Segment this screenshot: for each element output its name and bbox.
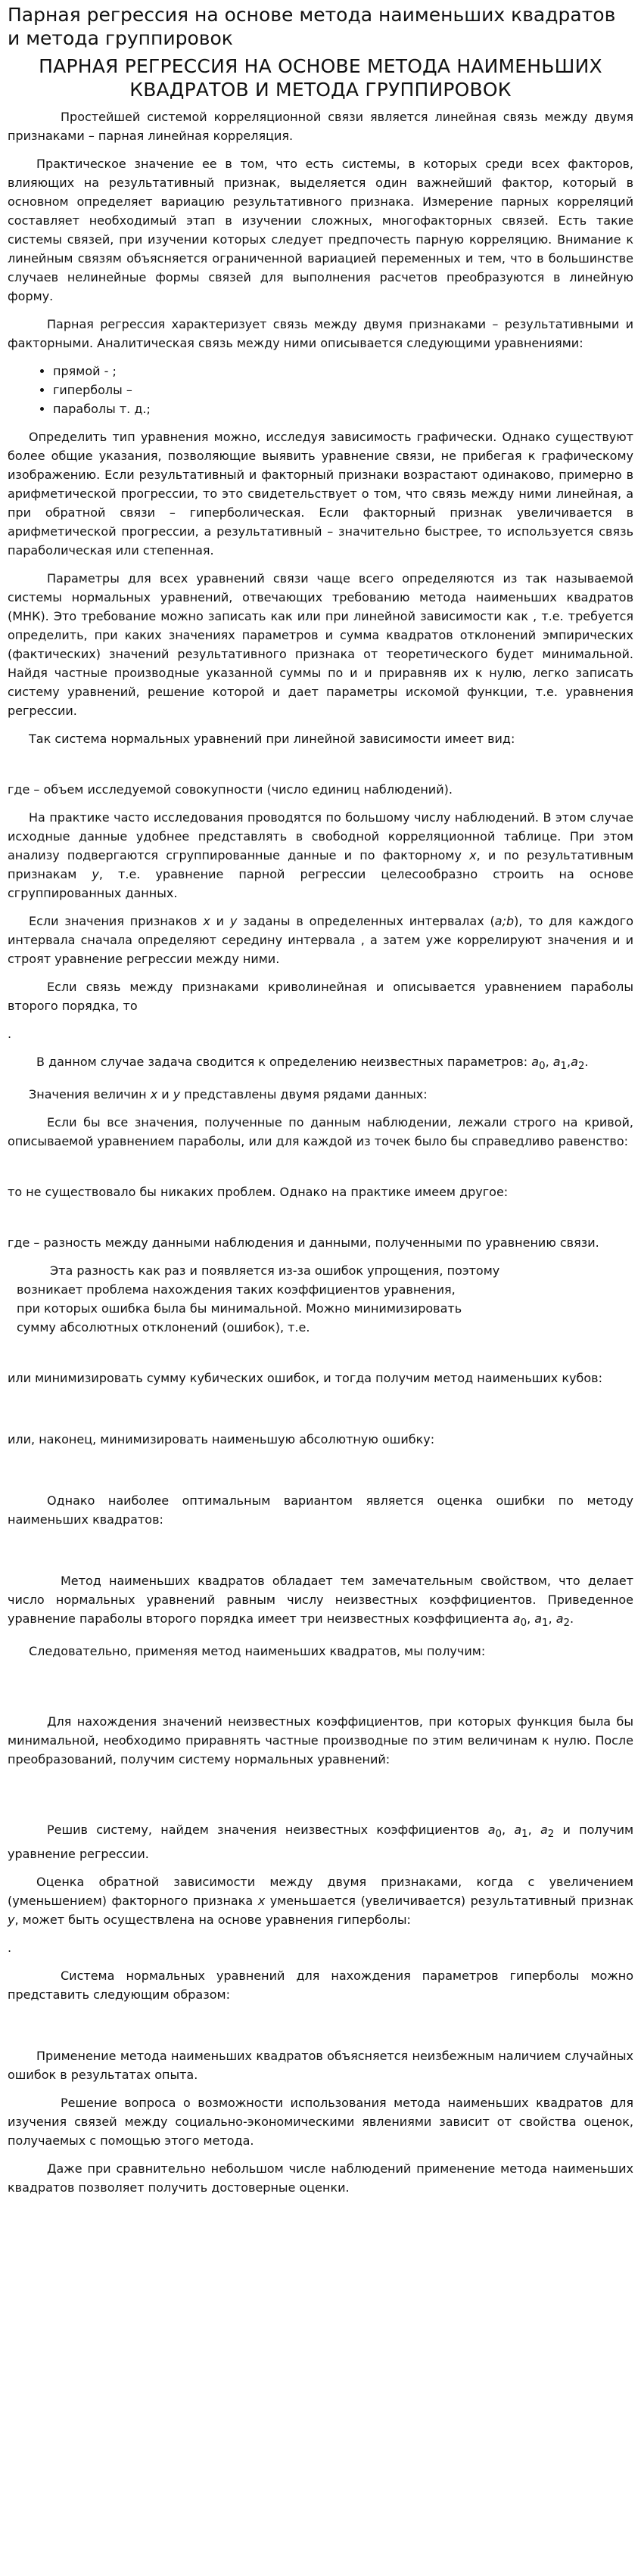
text-span: В данном случае задача сводится к определению неизвестных параметров:: [36, 1055, 532, 1069]
list-item: • параболы т. д.;: [53, 399, 633, 418]
paragraph-paired-regression: Парная регрессия характеризует связь между двумя признаками – результативными и факторными. Аналитическая связь между ними описывается следующими уравнениями:: [8, 317, 633, 350]
var-y: y: [173, 1087, 181, 1102]
var-x: x: [203, 914, 210, 928]
var-y: y: [8, 1912, 15, 1927]
text-span: На практике часто исследования проводятся по большому числу наблюдений. В этом случае исходные данные удобнее представлять в свободной корреляционной таблице. При этом анализу подвергаются сгруппированные данные и по факторному: [8, 810, 633, 862]
text-span: , может быть осуществлена на основе уравнения гиперболы:: [14, 1912, 411, 1927]
var-a: a: [512, 1611, 521, 1627]
paragraph-hyperbola: [8, 1872, 633, 1929]
paragraph-solve-system: [8, 1820, 633, 1863]
subscript: 2: [563, 1617, 570, 1630]
var-a: a: [555, 1611, 564, 1627]
subscript: 1: [542, 1617, 549, 1630]
page-title: Парная регрессия на основе метода наименьших квадратов и метода группировок: [8, 4, 616, 49]
var-x: x: [257, 1893, 266, 1908]
var-a: a: [531, 1055, 540, 1069]
paragraph-grouped-data: [8, 808, 633, 903]
var-x: x: [469, 848, 477, 862]
text-span: .: [584, 1055, 589, 1069]
paragraph-minimization: [17, 1261, 633, 1337]
formula-dot: .: [8, 1027, 12, 1041]
subscript: 2: [577, 1061, 585, 1073]
text-span: и: [210, 914, 230, 928]
text-span: .: [570, 1611, 574, 1627]
paragraph-absolute: или, наконец, минимизировать наименьшую абсолютную ошибку:: [8, 1432, 435, 1447]
text-span: , т.е. уравнение парной регрессии целесообразно строить на основе сгруппированных данных.: [8, 867, 633, 900]
paragraph-difference: где – разность между данными наблюдения и данными, полученными по уравнению связи.: [8, 1235, 599, 1251]
text-span: Значения величин: [29, 1087, 151, 1102]
text-span: ,: [548, 1611, 556, 1627]
text-span: ), то для каждого интервала сначала определяют середину интервала , а затем уже коррелируют значения и и строят уравнение регрессии между ними.: [8, 914, 634, 966]
text-span: ,: [502, 1822, 515, 1838]
paragraph-normal-equations: Так система нормальных уравнений при линейной зависимости имеет вид:: [29, 732, 515, 746]
document-page: [0, 3, 641, 2197]
var-a: a: [534, 1611, 543, 1627]
text-span: , и по результативным признакам: [8, 848, 634, 881]
paragraph-in-practice: то не существовало бы никаких проблем. Однако на практике имеем другое:: [8, 1185, 509, 1200]
formula-placeholder: [8, 1160, 633, 1182]
text-span: и получим уравнение регрессии.: [8, 1822, 634, 1861]
formula-placeholder: [8, 1778, 633, 1820]
text-span: Решив систему, найдем значения неизвестных коэффициентов: [47, 1822, 488, 1838]
interval-ab: a;b: [494, 914, 515, 928]
subscript: 1: [560, 1061, 568, 1073]
formula-placeholder: [8, 1538, 633, 1571]
var-a: a: [571, 1055, 578, 1069]
subscript: 2: [547, 1829, 555, 1841]
paragraph-least-squares-estimate: Однако наиболее оптимальным вариантом является оценка ошибки по методу наименьших квадратов:: [8, 1493, 633, 1527]
var-y: y: [229, 914, 238, 928]
paragraph-reliable-estimates: Даже при сравнительно небольшом числе наблюдений применение метода наименьших квадратов позволяет получить достоверные оценки.: [8, 2161, 633, 2195]
paragraph-exact-fit: Если бы все значения, полученные по данным наблюдении, лежали строго на кривой, описываемой уравнением параболы, или для каждой из точек было бы справедливо равенство:: [8, 1115, 633, 1149]
text-span: уменьшается (увеличивается) результативный признак: [265, 1893, 634, 1908]
var-a: a: [487, 1822, 496, 1838]
text-span: Если значения признаков: [29, 914, 204, 928]
text-span: и: [157, 1087, 173, 1102]
main-heading: ПАРНАЯ РЕГРЕССИЯ НА ОСНОВЕ МЕТОДА НАИМЕНЬШИХ КВАДРАТОВ И МЕТОДА ГРУППИРОВОК: [39, 55, 602, 101]
list-item: • гиперболы –: [53, 381, 633, 399]
paragraph-random-errors: Применение метода наименьших квадратов объясняется неизбежным наличием случайных ошибок в результатах опыта.: [8, 2048, 633, 2082]
paragraph-intervals: [8, 912, 633, 968]
text-line: Эта разность как раз и появляется из-за ошибок упрощения, поэтому: [50, 1263, 500, 1279]
text-span: ,: [527, 1611, 535, 1627]
formula-placeholder: [8, 1670, 633, 1712]
text-span: представлены двумя рядами данных:: [180, 1087, 428, 1102]
paragraph-parabola: Если связь между признаками криволинейная и описывается уравнением параболы второго порядка, то: [8, 980, 633, 1013]
formula-dot: .: [8, 1940, 12, 1955]
formula-placeholder: [8, 1458, 633, 1491]
text-span: Метод наименьших квадратов обладает тем замечательным свойством, что делает число нормальных уравнений равным числу неизвестных коэффициентов. Приведенное уравнение параболы второго порядка имеет три неизвестных коэффициента: [8, 1574, 633, 1627]
var-y: y: [92, 867, 99, 881]
paragraph-unknown-params: [8, 1052, 633, 1076]
subscript: 0: [539, 1061, 546, 1073]
text-line: при которых ошибка была бы минимальной. Можно минимизировать: [17, 1301, 462, 1316]
paragraph-hyperbola-system: Система нормальных уравнений для нахождения параметров гиперболы можно представить следующим образом:: [8, 1968, 633, 2002]
equation-list: [53, 362, 633, 418]
paragraph-equation-type: Определить тип уравнения можно, исследуя зависимость графически. Однако существуют более общие указания, позволяющие выявить уравнение связи, не прибегая к графическому изображению. Если результативный и факторный признаки возрастают одинаково, примерно в арифметической прогрессии, то это свидетельствует о том, что связь между ними линейная, а при обратной связи – гиперболическая. Если факторный признак увеличивается в арифметической прогрессии, а результативный – значительно быстрее, то используется связь параболическая или степенная.: [8, 430, 633, 558]
subscript: 0: [495, 1829, 502, 1841]
paragraph-population-size: где – объем исследуемой совокупности (число единиц наблюдений).: [8, 782, 453, 797]
subscript: 1: [521, 1829, 528, 1841]
formula-placeholder: [8, 757, 633, 780]
text-span: ,: [567, 1055, 571, 1069]
text-span: ,: [527, 1822, 540, 1838]
var-a: a: [514, 1822, 522, 1838]
paragraph-practical-value: Практическое значение ее в том, что есть системы, в которых среди всех факторов, влияющих на результативный признак, выделяется один важнейший фактор, который в основном определяет вариацию результативного признака. Измерение парных корреляций составляет необходимый этап в изучении сложных, многофакторных связей. Есть такие системы связей, при изучении которых следует предпочесть парную корреляцию. Внимание к линейным связям объясняется ограниченной вариацией переменных и тем, что в большинстве случаев нелинейные формы связей для выполнения расчетов преобразуются в линейную форму.: [8, 157, 633, 303]
text-line: сумму абсолютных отклонений (ошибок), т.е.: [17, 1320, 310, 1335]
text-span: ,: [545, 1055, 553, 1069]
var-x: x: [150, 1087, 158, 1102]
subscript: 0: [520, 1617, 527, 1630]
paragraph-socio-economic: Решение вопроса о возможности использования метода наименьших квадратов для изучения связей между социально-экономическими явлениями зависит от свойства оценок, получаемых с помощью этого метода.: [8, 2095, 633, 2148]
var-a: a: [540, 1822, 548, 1838]
paragraph-data-series: [8, 1085, 633, 1104]
paragraph-parameters: Параметры для всех уравнений связи чаще всего определяются из так называемой системы нормальных уравнений, отвечающих требованию метода наименьших квадратов (МНК). Это требование можно записать как или при линейной зависимости как , т.е. требуется определить, при каких значениях параметров и сумма квадратов отклонений эмпирических (фактических) значений результативного признака от теоретического будет минимальной. Найдя частные производные указанной суммы по и и приравняв их к нулю, легко записать систему уравнений, решение которой и дает параметры искомой функции, т.е. уравнения регрессии.: [8, 571, 633, 718]
formula-placeholder: [8, 1346, 633, 1369]
paragraph-mnk-property: [8, 1571, 633, 1633]
formula-placeholder: [8, 1397, 633, 1430]
paragraph-partial-derivatives: Для нахождения значений неизвестных коэффициентов, при которых функция была бы минимальной, необходимо приравнять частные производные по этим величинам к нулю. После преобразований, получим систему нормальных уравнений:: [8, 1714, 633, 1767]
paragraph-consequently: Следовательно, применяя метод наименьших квадратов, мы получим:: [29, 1644, 486, 1659]
formula-placeholder: [8, 1210, 633, 1233]
list-item: • прямой - ;: [53, 362, 633, 381]
paragraph-cubic: или минимизировать сумму кубических ошибок, и тогда получим метод наименьших кубов:: [8, 1371, 602, 1386]
text-line: возникает проблема нахождения таких коэффициентов уравнения,: [17, 1282, 456, 1297]
text-span: заданы в определенных интервалах (: [237, 914, 495, 928]
var-a: a: [552, 1055, 561, 1069]
formula-placeholder: [8, 2013, 633, 2046]
paragraph-intro: Простейшей системой корреляционной связи является линейная связь между двумя признаками – парная линейная корреляция.: [8, 110, 633, 143]
text-span: Оценка обратной зависимости между двумя признаками, когда с увеличением (уменьшением) факторного признака: [8, 1874, 633, 1908]
